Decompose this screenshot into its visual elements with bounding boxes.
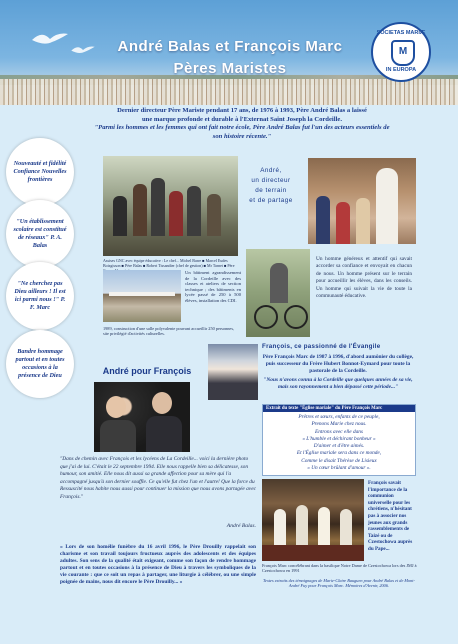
- credit-text: Textes extraits des témoignages de Marie-Claire Bauguen pour André Balas et de Mont-André Fuy pour François Marc. Mémoires d'Avenir, 2006.: [263, 578, 415, 589]
- intro-quote: "Parmi les hommes et les femmes qui ont fait notre école, Père André Balas fut l'un des acteurs essentiels de son histoire récente.": [94, 124, 390, 140]
- group-photo: [103, 156, 238, 256]
- andre-pour-francois-heading: André pour François: [102, 366, 192, 376]
- seal-top-text: SOCIETAS MARIÆ: [376, 30, 426, 36]
- seal-monogram: M: [391, 40, 415, 66]
- dove-icon: [30, 30, 70, 48]
- andre-quote: "Dans de chemin avec François et les lycéens de La Cordeille... voici la dernière photo que j'ai de lui. C'était le 22 septembre 1994. Elle nous rappelle bien sa délicatesse, son humour, son amitié. Elle nous dit aussi sa grande affection pour sa mère qui l'a accompagné jusqu'à son dernier souffle. Ce qu'elle fut chez l'un et l'autre! Que la force du Ressuscité nous habite nous aussi pour continuer la mission que nous avons partagée avec François.": [60, 456, 256, 500]
- societas-mariae-seal: [371, 22, 431, 82]
- francois-portrait: [208, 344, 258, 400]
- header-banner: [0, 0, 458, 105]
- generous-text: Un homme généreux et attentif qui savait accorder sa confiance et envoyait en chacun de nous. Un homme présent sur le terrain pour accueillir les élèves, dans les conseils. Un homme qui suivait la vie de toute la communauté éducative.: [316, 256, 412, 300]
- group-photo-caption: Assises GNC avec équipe éducative : Le chef... Michel Barre ■ Marcel Eudes Boisgisson ■ Père Balas ■ Robert Tissandier (chef de gestion) ■ Mr Tarnet ■ Père: [103, 258, 235, 268]
- prayer-title: Extrait du texte "Église mariale" du Père François Marc: [263, 405, 415, 412]
- title-names: André Balas et François Marc: [117, 38, 343, 55]
- prayer-box: [262, 404, 416, 476]
- andre-heading: André, un directeur de terrain et de partage: [249, 167, 293, 204]
- francois-quote: "Nous n'avons connu à la Cordeille que quelques années de sa vie, mais son rayonnement a bien dépassé cette période...": [263, 377, 413, 390]
- andre-bicycle-photo: [246, 249, 310, 337]
- intro-text: Dernier directeur Père Mariste pendant 17 ans, de 1976 à 1993, Père André Balas a laissé une marque profonde et durable à l'Externat Saint Joseph la Cordeille. "Parmi les hommes et les femmes qui ont fait notre école, Père André Balas fut l'un des acteurs essentiels de son histoire récente.": [94, 107, 390, 140]
- francois-heading: François, ce passionné de l'Évangile: [262, 343, 381, 350]
- funeral-text: « Lors de son homélie funèbre du 16 avril 1996, le Père Drouilly rappelait son charisme et son travail toujours fructueux auprès des adolescents et des équipes adultes. Son sens de la qualité était exigeant, comme son façon de rendre hommage partout et en toutes occasions à la présence de Dieu à travers les symboliques de la vie courante : que ce soit un repas à partager, une liturgie à célébrer, ou une simple poignée de mains, nous dit encore le Père Drouilly... »: [60, 544, 256, 586]
- andre-signature: André Balas.: [226, 523, 256, 529]
- building-text: Un bâtiment agrandissement de la Cordeille avec des classes et ateliers de section technique ; des bâtiments en lycée passé de 250 à 500 élèves, installation des CDI.: [185, 270, 241, 303]
- prayer-lines: Prêtres et sœurs, enfants de ce peuple, Prenons Marie chez nous. Entrons avec elle dans « L'humble et déchirant bonheur » D'aimer et d'être aimés. Et l'Église mariale sera dans ce monde, Comme le disait Thérèse de Lisieux « Un cœur brûlant d'amour ».: [296, 414, 382, 472]
- cityscape-strip: [0, 79, 458, 105]
- value-circle-1: Nouveauté et fidélité Confiance Nouvelles frontières: [6, 138, 74, 206]
- mass-photo: [262, 479, 364, 561]
- andre-students-photo: [308, 158, 416, 244]
- mass-side-text: François savait l'importance de la communion universelle pour les chrétiens, n'hésitant pas à associer nos jeunes aux grands rassemblements de Taizé ou de Czestochowa auprès du Pape...: [368, 480, 413, 552]
- seal-bottom-text: IN EUROPA: [385, 67, 417, 73]
- francois-text: Père François Marc de 1987 à 1996, d'abord aumônier du collège, puis successeur du Frère Hubert Bonnot-Eymard pour toute la pastorale de la Cordeille.: [262, 354, 414, 374]
- dove-icon: [70, 44, 96, 56]
- value-circle-4: Bandre hommage partout et en toutes occasions à la présence de Dieu: [6, 330, 74, 398]
- title-subtitle: Pères Maristes: [173, 60, 287, 77]
- building-photo: [103, 270, 181, 322]
- value-circle-2: "Un établissement scolaire est constitué de réseaux" P. A. Balas: [6, 200, 74, 268]
- andre-francois-photo: [94, 382, 190, 452]
- page-title: [95, 36, 365, 80]
- mass-caption: François Marc concélébrant dans la basilique Notre Dame de Czestochowa lors des JMJ à Czestochowa en 1991: [262, 563, 417, 574]
- value-circle-3: "Ne cherchez pas Dieu ailleurs ! Il est ici parmi nous !" P. F. Marc: [6, 262, 74, 330]
- building-caption: 1989, construction d'une salle polyvalente pouvant accueillir 250 personnes, site privilégié d'activités culturelles.: [103, 326, 235, 337]
